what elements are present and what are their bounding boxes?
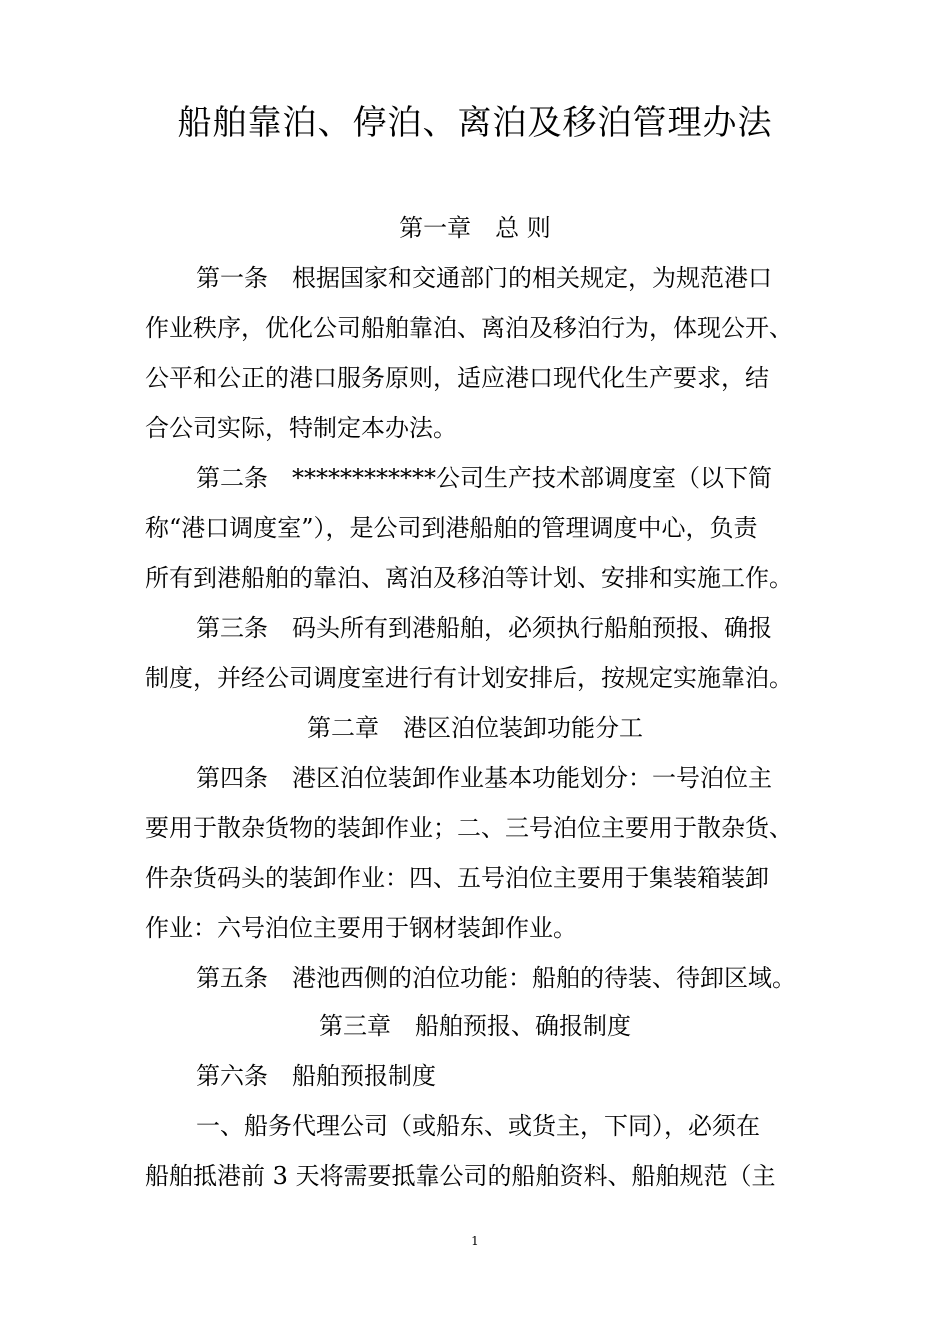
paragraph-line: 第五条 港池西侧的泊位功能：船舶的待装、待卸区域。 bbox=[196, 964, 796, 992]
document-title: 船舶靠泊、停泊、离泊及移泊管理办法 bbox=[177, 103, 773, 143]
paragraph-line: 公平和公正的港口服务原则，适应港口现代化生产要求，结 bbox=[145, 364, 769, 392]
paragraph-line: 所有到港船舶的靠泊、离泊及移泊等计划、安排和实施工作。 bbox=[145, 564, 793, 592]
paragraph-line: 第六条 船舶预报制度 bbox=[196, 1062, 436, 1090]
paragraph-line: 称“港口调度室”），是公司到港船舶的管理调度中心，负责 bbox=[145, 514, 758, 542]
paragraph-line: 第一条 根据国家和交通部门的相关规定，为规范港口 bbox=[196, 264, 772, 292]
paragraph-line: 第三条 码头所有到港船舶，必须执行船舶预报、确报 bbox=[196, 614, 772, 642]
chapter-heading-3: 第三章 船舶预报、确报制度 bbox=[319, 1012, 631, 1040]
chapter-heading-2: 第二章 港区泊位装卸功能分工 bbox=[307, 714, 643, 742]
paragraph-line: 第四条 港区泊位装卸作业基本功能划分：一号泊位主 bbox=[196, 764, 772, 792]
paragraph-line: 制度，并经公司调度室进行有计划安排后，按规定实施靠泊。 bbox=[145, 664, 793, 692]
paragraph-line: 作业秩序，优化公司船舶靠泊、离泊及移泊行为，体现公开、 bbox=[145, 314, 793, 342]
paragraph-line: 船舶抵港前 3 天将需要抵靠公司的船舶资料、船舶规范（主 bbox=[145, 1162, 776, 1190]
paragraph-line: 第二条 ************公司生产技术部调度室（以下简 bbox=[196, 464, 772, 492]
paragraph-line: 件杂货码头的装卸作业：四、五号泊位主要用于集装箱装卸 bbox=[145, 864, 769, 892]
paragraph-line: 合公司实际，特制定本办法。 bbox=[145, 414, 457, 442]
paragraph-line: 作业：六号泊位主要用于钢材装卸作业。 bbox=[145, 914, 577, 942]
chapter-heading-1: 第一章 总 则 bbox=[399, 214, 551, 242]
page-number: 1 bbox=[471, 1234, 479, 1248]
paragraph-line: 要用于散杂货物的装卸作业；二、三号泊位主要用于散杂货、 bbox=[145, 814, 793, 842]
paragraph-line: 一、船务代理公司（或船东、或货主，下同），必须在 bbox=[196, 1112, 760, 1140]
